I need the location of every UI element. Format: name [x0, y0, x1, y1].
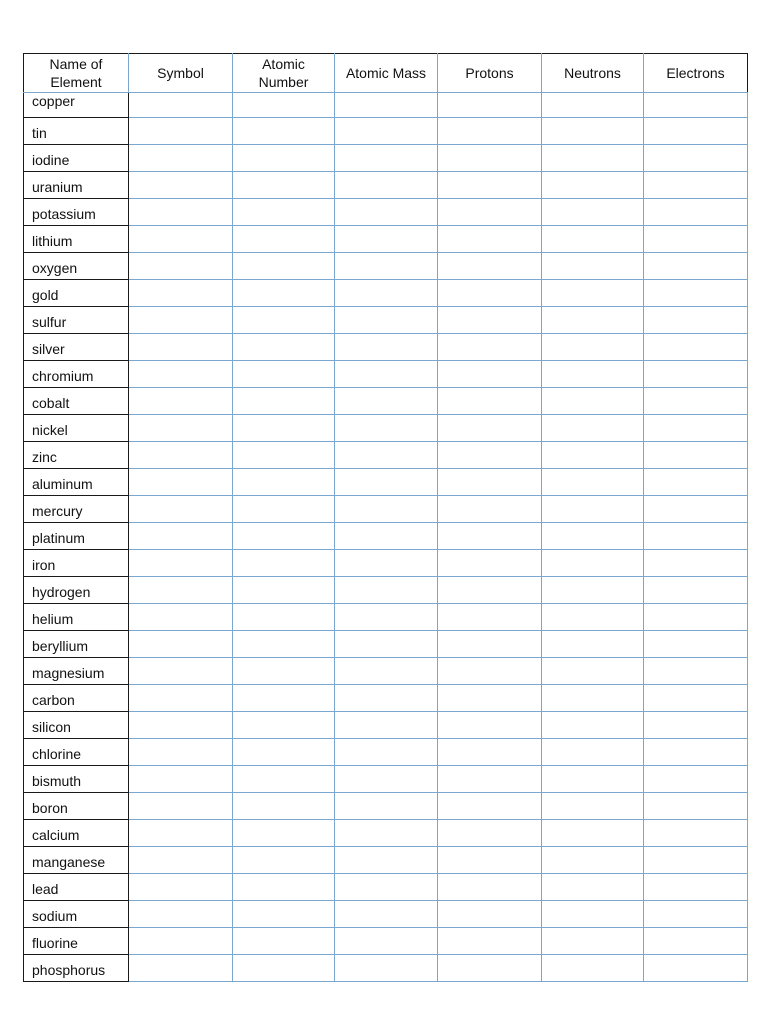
neutrons-cell[interactable] — [542, 361, 644, 388]
atomic-mass-cell[interactable] — [335, 820, 438, 847]
atomic-mass-cell[interactable] — [335, 469, 438, 496]
table-row — [24, 334, 748, 361]
element-name-cell: sulfur — [24, 307, 129, 334]
electrons-cell[interactable] — [644, 199, 748, 226]
table-row — [24, 766, 748, 793]
protons-cell[interactable] — [438, 388, 542, 415]
electrons-cell[interactable] — [644, 901, 748, 928]
protons-cell[interactable] — [438, 766, 542, 793]
atomic-number-cell[interactable] — [233, 442, 335, 469]
neutrons-cell[interactable] — [542, 253, 644, 280]
electrons-cell[interactable] — [644, 712, 748, 739]
neutrons-cell[interactable] — [542, 955, 644, 982]
protons-cell[interactable] — [438, 496, 542, 523]
element-name-cell: lithium — [24, 226, 129, 253]
table-row — [24, 955, 748, 982]
neutrons-cell[interactable] — [542, 712, 644, 739]
atomic-number-cell[interactable] — [233, 93, 335, 118]
protons-cell[interactable] — [438, 658, 542, 685]
table-row — [24, 685, 748, 712]
atomic-number-cell[interactable] — [233, 280, 335, 307]
table-row — [24, 199, 748, 226]
atomic-mass-cell[interactable] — [335, 604, 438, 631]
symbol-cell[interactable] — [129, 93, 233, 118]
atomic-number-cell[interactable] — [233, 631, 335, 658]
element-name-cell: manganese — [24, 847, 129, 874]
header-name-line2: Element — [50, 74, 102, 90]
element-name-cell: mercury — [24, 496, 129, 523]
neutrons-cell[interactable] — [542, 523, 644, 550]
element-name-cell: boron — [24, 793, 129, 820]
atomic-mass-cell[interactable] — [335, 172, 438, 199]
protons-cell[interactable] — [438, 685, 542, 712]
electrons-cell[interactable] — [644, 280, 748, 307]
table-row — [24, 415, 748, 442]
neutrons-cell[interactable] — [542, 739, 644, 766]
atomic-mass-cell[interactable] — [335, 712, 438, 739]
atomic-number-cell[interactable] — [233, 550, 335, 577]
electrons-cell[interactable] — [644, 685, 748, 712]
neutrons-cell[interactable] — [542, 226, 644, 253]
table-row — [24, 793, 748, 820]
atomic-number-cell[interactable] — [233, 577, 335, 604]
atomic-mass-cell[interactable] — [335, 955, 438, 982]
atomic-number-cell[interactable] — [233, 955, 335, 982]
protons-cell[interactable] — [438, 928, 542, 955]
atomic-number-cell[interactable] — [233, 712, 335, 739]
atomic-mass-cell[interactable] — [335, 847, 438, 874]
neutrons-cell[interactable] — [542, 172, 644, 199]
neutrons-cell[interactable] — [542, 145, 644, 172]
header-atomic-mass: Atomic Mass — [335, 54, 438, 93]
electrons-cell[interactable] — [644, 523, 748, 550]
symbol-cell[interactable] — [129, 901, 233, 928]
atomic-number-cell[interactable] — [233, 901, 335, 928]
electrons-cell[interactable] — [644, 361, 748, 388]
table-row — [24, 847, 748, 874]
symbol-cell[interactable] — [129, 415, 233, 442]
neutrons-cell[interactable] — [542, 199, 644, 226]
element-name-cell: silver — [24, 334, 129, 361]
protons-cell[interactable] — [438, 901, 542, 928]
element-name-cell: aluminum — [24, 469, 129, 496]
electrons-cell[interactable] — [644, 307, 748, 334]
protons-cell[interactable] — [438, 226, 542, 253]
neutrons-cell[interactable] — [542, 496, 644, 523]
symbol-cell[interactable] — [129, 307, 233, 334]
header-electrons: Electrons — [644, 54, 748, 93]
electrons-cell[interactable] — [644, 874, 748, 901]
electrons-cell[interactable] — [644, 604, 748, 631]
neutrons-cell[interactable] — [542, 388, 644, 415]
electrons-cell[interactable] — [644, 631, 748, 658]
electrons-cell[interactable] — [644, 496, 748, 523]
atomic-mass-cell[interactable] — [335, 253, 438, 280]
element-name-cell: gold — [24, 280, 129, 307]
symbol-cell[interactable] — [129, 847, 233, 874]
element-name-cell: calcium — [24, 820, 129, 847]
element-name-cell: hydrogen — [24, 577, 129, 604]
atomic-mass-cell[interactable] — [335, 361, 438, 388]
header-row — [24, 54, 748, 93]
element-name-cell: uranium — [24, 172, 129, 199]
electrons-cell[interactable] — [644, 415, 748, 442]
protons-cell[interactable] — [438, 334, 542, 361]
header-name-of-element — [24, 54, 129, 93]
protons-cell[interactable] — [438, 631, 542, 658]
electrons-cell[interactable] — [644, 766, 748, 793]
atomic-number-cell[interactable] — [233, 793, 335, 820]
electrons-cell[interactable] — [644, 739, 748, 766]
neutrons-cell[interactable] — [542, 793, 644, 820]
neutrons-cell[interactable] — [542, 334, 644, 361]
electrons-cell[interactable] — [644, 955, 748, 982]
atomic-number-cell[interactable] — [233, 658, 335, 685]
symbol-cell[interactable] — [129, 442, 233, 469]
table-row — [24, 145, 748, 172]
element-name-cell: copper — [24, 93, 129, 118]
atomic-number-cell[interactable] — [233, 847, 335, 874]
element-rows — [24, 93, 748, 982]
atomic-number-cell[interactable] — [233, 361, 335, 388]
neutrons-cell[interactable] — [542, 685, 644, 712]
element-name-cell: iodine — [24, 145, 129, 172]
protons-cell[interactable] — [438, 199, 542, 226]
symbol-cell[interactable] — [129, 496, 233, 523]
header-atomic-number-line1: Atomic — [262, 56, 305, 72]
atomic-mass-cell[interactable] — [335, 901, 438, 928]
element-name-cell: beryllium — [24, 631, 129, 658]
electrons-cell[interactable] — [644, 118, 748, 145]
neutrons-cell[interactable] — [542, 874, 644, 901]
atomic-mass-cell[interactable] — [335, 388, 438, 415]
atomic-number-cell[interactable] — [233, 118, 335, 145]
element-name-cell: helium — [24, 604, 129, 631]
electrons-cell[interactable] — [644, 442, 748, 469]
atomic-mass-cell[interactable] — [335, 658, 438, 685]
electrons-cell[interactable] — [644, 928, 748, 955]
protons-cell[interactable] — [438, 604, 542, 631]
neutrons-cell[interactable] — [542, 901, 644, 928]
table-row — [24, 658, 748, 685]
neutrons-cell[interactable] — [542, 550, 644, 577]
protons-cell[interactable] — [438, 739, 542, 766]
element-name-cell: magnesium — [24, 658, 129, 685]
protons-cell[interactable] — [438, 955, 542, 982]
atomic-number-cell[interactable] — [233, 253, 335, 280]
atomic-number-cell[interactable] — [233, 820, 335, 847]
protons-cell[interactable] — [438, 442, 542, 469]
element-name-cell: potassium — [24, 199, 129, 226]
element-name-cell: cobalt — [24, 388, 129, 415]
element-name-cell: silicon — [24, 712, 129, 739]
table-row — [24, 118, 748, 145]
atomic-mass-cell[interactable] — [335, 793, 438, 820]
symbol-cell[interactable] — [129, 469, 233, 496]
atomic-number-cell[interactable] — [233, 307, 335, 334]
table-row — [24, 361, 748, 388]
electrons-cell[interactable] — [644, 172, 748, 199]
table-row — [24, 874, 748, 901]
protons-cell[interactable] — [438, 172, 542, 199]
symbol-cell[interactable] — [129, 550, 233, 577]
atomic-mass-cell[interactable] — [335, 415, 438, 442]
atomic-number-cell[interactable] — [233, 172, 335, 199]
element-name-cell: fluorine — [24, 928, 129, 955]
neutrons-cell[interactable] — [542, 118, 644, 145]
atomic-number-cell[interactable] — [233, 928, 335, 955]
table-row — [24, 820, 748, 847]
symbol-cell[interactable] — [129, 280, 233, 307]
table-row — [24, 226, 748, 253]
atomic-mass-cell[interactable] — [335, 739, 438, 766]
table-row — [24, 253, 748, 280]
atomic-mass-cell[interactable] — [335, 550, 438, 577]
symbol-cell[interactable] — [129, 118, 233, 145]
atomic-number-cell[interactable] — [233, 388, 335, 415]
element-worksheet-table — [23, 53, 748, 982]
protons-cell[interactable] — [438, 415, 542, 442]
atomic-number-cell[interactable] — [233, 199, 335, 226]
symbol-cell[interactable] — [129, 685, 233, 712]
protons-cell[interactable] — [438, 307, 542, 334]
atomic-mass-cell[interactable] — [335, 685, 438, 712]
neutrons-cell[interactable] — [542, 604, 644, 631]
atomic-mass-cell[interactable] — [335, 442, 438, 469]
symbol-cell[interactable] — [129, 874, 233, 901]
electrons-cell[interactable] — [644, 93, 748, 118]
atomic-mass-cell[interactable] — [335, 874, 438, 901]
atomic-number-cell[interactable] — [233, 874, 335, 901]
protons-cell[interactable] — [438, 93, 542, 118]
electrons-cell[interactable] — [644, 388, 748, 415]
symbol-cell[interactable] — [129, 388, 233, 415]
symbol-cell[interactable] — [129, 253, 233, 280]
atomic-mass-cell[interactable] — [335, 93, 438, 118]
neutrons-cell[interactable] — [542, 577, 644, 604]
element-name-cell: chlorine — [24, 739, 129, 766]
neutrons-cell[interactable] — [542, 928, 644, 955]
table-row — [24, 442, 748, 469]
symbol-cell[interactable] — [129, 334, 233, 361]
symbol-cell[interactable] — [129, 766, 233, 793]
neutrons-cell[interactable] — [542, 307, 644, 334]
table-row — [24, 388, 748, 415]
symbol-cell[interactable] — [129, 955, 233, 982]
protons-cell[interactable] — [438, 577, 542, 604]
atomic-number-cell[interactable] — [233, 469, 335, 496]
protons-cell[interactable] — [438, 361, 542, 388]
atomic-number-cell[interactable] — [233, 685, 335, 712]
symbol-cell[interactable] — [129, 793, 233, 820]
atomic-mass-cell[interactable] — [335, 145, 438, 172]
table-row — [24, 739, 748, 766]
symbol-cell[interactable] — [129, 631, 233, 658]
table-row — [24, 631, 748, 658]
neutrons-cell[interactable] — [542, 93, 644, 118]
symbol-cell[interactable] — [129, 199, 233, 226]
atomic-mass-cell[interactable] — [335, 928, 438, 955]
element-name-cell: chromium — [24, 361, 129, 388]
neutrons-cell[interactable] — [542, 847, 644, 874]
neutrons-cell[interactable] — [542, 280, 644, 307]
neutrons-cell[interactable] — [542, 631, 644, 658]
element-name-cell: oxygen — [24, 253, 129, 280]
header-name-line1: Name of — [49, 56, 103, 72]
atomic-mass-cell[interactable] — [335, 226, 438, 253]
symbol-cell[interactable] — [129, 523, 233, 550]
header-protons: Protons — [438, 54, 542, 93]
element-name-cell: bismuth — [24, 766, 129, 793]
atomic-number-cell[interactable] — [233, 334, 335, 361]
table-row — [24, 523, 748, 550]
neutrons-cell[interactable] — [542, 658, 644, 685]
protons-cell[interactable] — [438, 820, 542, 847]
symbol-cell[interactable] — [129, 820, 233, 847]
table-row — [24, 307, 748, 334]
table-row — [24, 928, 748, 955]
table-row — [24, 712, 748, 739]
atomic-number-cell[interactable] — [233, 496, 335, 523]
electrons-cell[interactable] — [644, 145, 748, 172]
atomic-mass-cell[interactable] — [335, 334, 438, 361]
electrons-cell[interactable] — [644, 469, 748, 496]
atomic-mass-cell[interactable] — [335, 307, 438, 334]
symbol-cell[interactable] — [129, 928, 233, 955]
symbol-cell[interactable] — [129, 361, 233, 388]
electrons-cell[interactable] — [644, 226, 748, 253]
table-row — [24, 550, 748, 577]
atomic-number-cell[interactable] — [233, 415, 335, 442]
atomic-mass-cell[interactable] — [335, 523, 438, 550]
electrons-cell[interactable] — [644, 550, 748, 577]
header-neutrons: Neutrons — [542, 54, 644, 93]
atomic-mass-cell[interactable] — [335, 631, 438, 658]
protons-cell[interactable] — [438, 712, 542, 739]
electrons-cell[interactable] — [644, 820, 748, 847]
element-name-cell: sodium — [24, 901, 129, 928]
symbol-cell[interactable] — [129, 145, 233, 172]
neutrons-cell[interactable] — [542, 469, 644, 496]
element-name-cell: zinc — [24, 442, 129, 469]
protons-cell[interactable] — [438, 118, 542, 145]
symbol-cell[interactable] — [129, 172, 233, 199]
atomic-mass-cell[interactable] — [335, 766, 438, 793]
symbol-cell[interactable] — [129, 604, 233, 631]
symbol-cell[interactable] — [129, 658, 233, 685]
protons-cell[interactable] — [438, 469, 542, 496]
header-symbol: Symbol — [129, 54, 233, 93]
symbol-cell[interactable] — [129, 577, 233, 604]
atomic-number-cell[interactable] — [233, 739, 335, 766]
electrons-cell[interactable] — [644, 793, 748, 820]
electrons-cell[interactable] — [644, 658, 748, 685]
symbol-cell[interactable] — [129, 739, 233, 766]
table-row — [24, 280, 748, 307]
protons-cell[interactable] — [438, 523, 542, 550]
table-row — [24, 604, 748, 631]
table-row — [24, 469, 748, 496]
protons-cell[interactable] — [438, 793, 542, 820]
header-atomic-number-line2: Number — [258, 74, 309, 90]
element-name-cell: platinum — [24, 523, 129, 550]
electrons-cell[interactable] — [644, 577, 748, 604]
atomic-number-cell[interactable] — [233, 604, 335, 631]
neutrons-cell[interactable] — [542, 820, 644, 847]
protons-cell[interactable] — [438, 550, 542, 577]
protons-cell[interactable] — [438, 280, 542, 307]
atomic-number-cell[interactable] — [233, 766, 335, 793]
neutrons-cell[interactable] — [542, 442, 644, 469]
header-atomic-number — [233, 54, 335, 93]
symbol-cell[interactable] — [129, 712, 233, 739]
symbol-cell[interactable] — [129, 226, 233, 253]
atomic-number-cell[interactable] — [233, 145, 335, 172]
table-row — [24, 577, 748, 604]
element-name-cell: iron — [24, 550, 129, 577]
atomic-number-cell[interactable] — [233, 523, 335, 550]
neutrons-cell[interactable] — [542, 415, 644, 442]
atomic-mass-cell[interactable] — [335, 577, 438, 604]
atomic-number-cell[interactable] — [233, 226, 335, 253]
element-name-cell: phosphorus — [24, 955, 129, 982]
protons-cell[interactable] — [438, 145, 542, 172]
atomic-mass-cell[interactable] — [335, 118, 438, 145]
atomic-mass-cell[interactable] — [335, 280, 438, 307]
protons-cell[interactable] — [438, 847, 542, 874]
table-row — [24, 496, 748, 523]
table-row — [24, 901, 748, 928]
table-row — [24, 172, 748, 199]
atomic-mass-cell[interactable] — [335, 496, 438, 523]
element-name-cell: nickel — [24, 415, 129, 442]
element-name-cell: lead — [24, 874, 129, 901]
protons-cell[interactable] — [438, 874, 542, 901]
protons-cell[interactable] — [438, 253, 542, 280]
atomic-mass-cell[interactable] — [335, 199, 438, 226]
element-name-cell: carbon — [24, 685, 129, 712]
electrons-cell[interactable] — [644, 253, 748, 280]
table-row — [24, 93, 748, 118]
element-name-cell: tin — [24, 118, 129, 145]
neutrons-cell[interactable] — [542, 766, 644, 793]
electrons-cell[interactable] — [644, 334, 748, 361]
electrons-cell[interactable] — [644, 847, 748, 874]
